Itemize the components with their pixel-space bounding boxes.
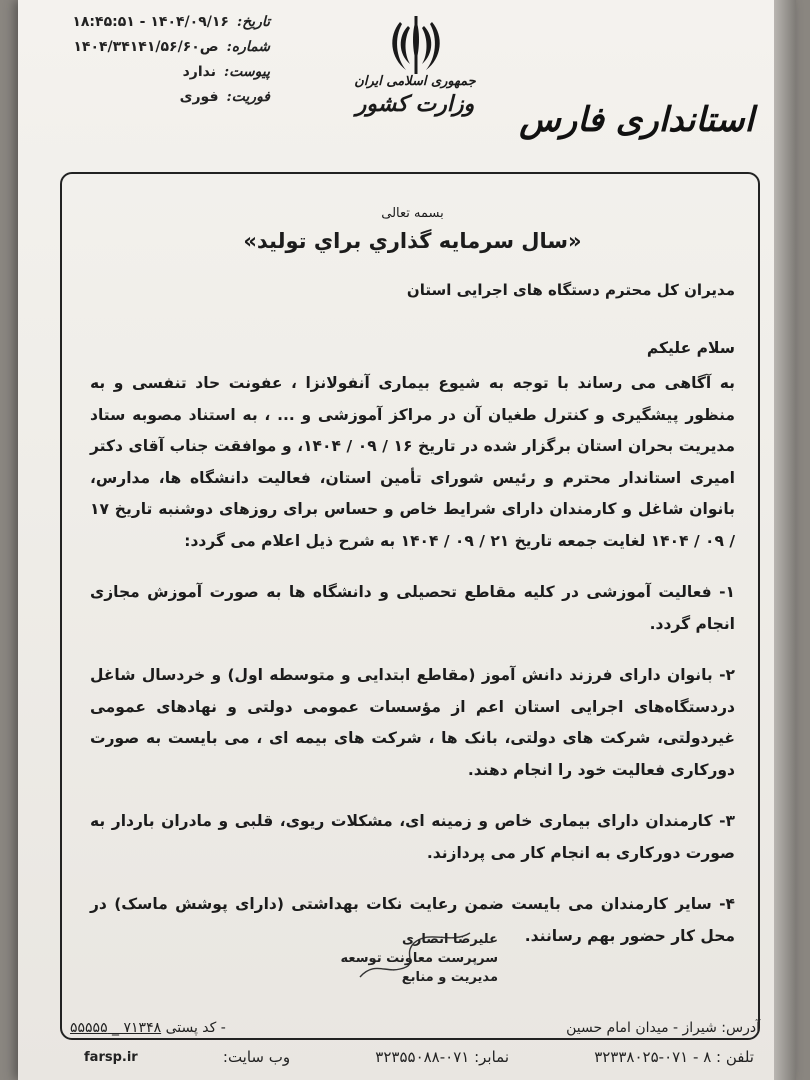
footer-website-label: وب سایت:: [222, 1048, 291, 1066]
addressee: مدیران کل محترم دستگاه های اجرایی استان: [406, 281, 735, 299]
urgency-label: فوریت:: [226, 89, 270, 105]
ministry-block: [340, 74, 490, 117]
ministry-name: وزارت کشور: [355, 91, 475, 117]
letter-body: [90, 205, 735, 952]
directive-item-4: ۴- سایر کارمندان می بایست ضمن رعایت نکات بهداشتی (دارای پوشش ماسک) در محل کار حضور بهم رسانند.: [90, 895, 735, 945]
urgency-value: فوری: [179, 89, 219, 105]
republic-name: جمهوری اسلامی ایران: [354, 74, 476, 89]
signer-name: علیرضا انصاری: [402, 932, 498, 947]
meta-date: [40, 10, 270, 35]
number-label: شماره:: [226, 39, 270, 55]
footer-postal: [70, 1020, 226, 1036]
meta-attachment: [40, 60, 270, 85]
meta-urgency: [40, 85, 270, 110]
date-label: تاریخ:: [236, 14, 270, 30]
footer-address-row: [70, 1020, 760, 1036]
directive-item-1: ۱- فعالیت آموزشی در کلیه مقاطع تحصیلی و دانشگاه ها به صورت آموزش مجازی انجام گردد.: [90, 583, 735, 633]
footer-phone: تلفن : ۸ - ۰۷۱-۳۲۳۳۸۰۲۵: [594, 1048, 754, 1066]
directive-item-3: ۳- کارمندان دارای بیماری خاص و زمینه ای، مشکلات ریوی، قلبی و مادران باردار به صورت دورکاری به انجام کار می پردازند.: [90, 812, 735, 862]
signer-title: سرپرست معاونت توسعه مدیریت و منابع: [340, 951, 498, 985]
year-slogan: «سال سرمایه گذاري براي توليد»: [243, 229, 582, 253]
number-value: ص۱۴۰۴/۳۴۱۴۱/۵۶/۶۰: [73, 39, 219, 55]
attachment-label: پیوست:: [224, 64, 270, 80]
footer-fax: نمابر: ۰۷۱-۳۲۳۵۵۰۸۸: [375, 1048, 510, 1066]
attachment-value: ندارد: [182, 64, 216, 80]
meta-number: [40, 35, 270, 60]
date-value: ۱۴۰۴/۰۹/۱۶ - ۱۸:۴۵:۵۱: [72, 14, 229, 30]
directive-item-2: ۲- بانوان دارای فرزند دانش آموز (مقاطع ابتدایی و متوسطه اول) و خردسال شاغل دردستگاه‌های اجرایی استان اعم از مؤسسات عمومی دولتی و نهادهای عمومی غیردولتی، شرکت های دولتی، بانک ها ، شرکت های بیمه ای ، می بایست به صورت دورکاری فعالیت خود را انجام دهند.: [90, 666, 735, 779]
governorate-title: استانداری فارس: [519, 100, 754, 140]
letter-meta: [40, 10, 270, 110]
footer-contact-row: [84, 1048, 754, 1066]
paper-edge-shadow: [774, 0, 796, 1080]
iran-emblem-icon: [388, 14, 444, 78]
postal-label: - کد پستی: [165, 1020, 226, 1036]
intro-paragraph: به آگاهی می رساند با توجه به شیوع بیماری آنفولانزا ، عفونت حاد تنفسی و به منظور پیشگیری و کنترل طغیان آن در مراکز آموزشی و ... ، به استناد مصوبه ستاد مدیریت بحران استان برگزار شده در تاریخ ۱۶ / ۰۹ / ۱۴۰۴، و موافقت جناب آقای دکتر امیری استاندار محترم و رئیس شورای تأمین استان، فعالیت دانشگاه ها، مدارس، بانوان شاغل و کارمندان دارای شرایط خاص و حساس برای روزهای دوشنبه تاریخ ۱۷ / ۰۹ / ۱۴۰۴ لغایت جمعه تاریخ ۲۱ / ۰۹ / ۱۴۰۴ به شرح ذیل اعلام می گردد:: [90, 374, 735, 550]
signature-block: [298, 930, 498, 987]
footer-website-link[interactable]: farsp.ir: [84, 1049, 138, 1065]
footer-address: آدرس: شیراز - میدان امام حسین: [566, 1020, 760, 1036]
greeting: سلام علیکم: [646, 338, 735, 357]
postal-value: ۷۱۳۴۸ _ ۵۵۵۵۵: [70, 1020, 162, 1036]
bismillah: بسمه تعالی: [381, 206, 444, 221]
